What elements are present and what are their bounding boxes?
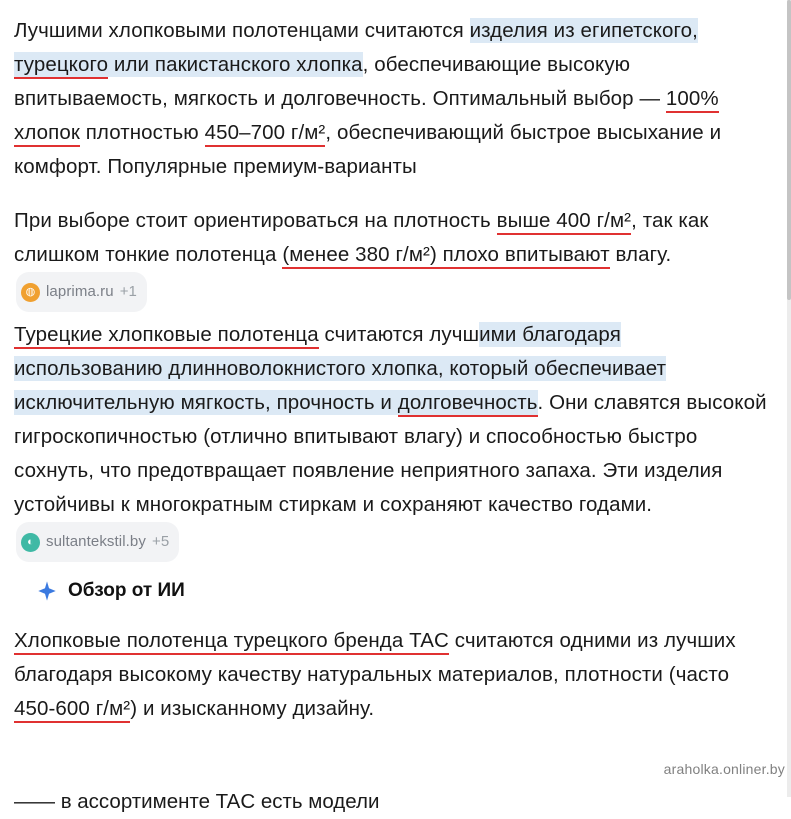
paragraph-4 [14, 624, 775, 726]
p2-underline-2: (менее 380 г/м²) плохо впитывают [282, 243, 609, 269]
paragraph-4-cut-line: —— в ассортименте TAC есть модели [14, 790, 380, 813]
paragraph-3 [14, 318, 775, 562]
source-chip-laprima[interactable] [16, 272, 147, 312]
p1-underline-1: 100% хлопок [14, 87, 719, 147]
scrollbar-thumb[interactable] [787, 0, 791, 300]
p4-underline-1: Хлопковые полотенца турецкого бренда TAC [14, 629, 449, 655]
p1-underline-2: 450–700 г/м² [205, 121, 326, 147]
laprima-favicon-icon: ◍ [21, 283, 40, 302]
p1-text-3: плотностью [79, 121, 205, 144]
p2-text-1: При выборе стоит ориентироваться на плотность [14, 209, 497, 232]
paragraph-1 [14, 14, 775, 184]
sparkle-icon [36, 580, 58, 602]
p3-text-1: считаются лучш [318, 323, 480, 346]
p4-text-1: считаются одними из лучших благодаря высокому качеству натуральных материалов, плотности (часто [14, 629, 736, 686]
ai-overview-label: Обзор от ИИ [68, 580, 185, 601]
p3-underline-1: Турецкие хлопковые полотенца [14, 323, 319, 349]
p2-text-2: , так как слишком тонкие полотенца [14, 209, 709, 266]
source-chip-label: sultantekstil.by [46, 533, 146, 550]
paragraph-2 [14, 204, 775, 312]
p1-highlight-2: или пакистанского хлопка [108, 53, 363, 76]
p3-highlight-underline-1: долговечность [398, 390, 538, 417]
p1-text-4: , обеспечивающий быстрое высыхание и комфорт. Популярные премиум-варианты [14, 121, 722, 178]
p1-text-2: , обеспечивающие высокую впитываемость, мягкость и долговечность. Оптимальный выбор — [14, 53, 666, 110]
source-chip-label: laprima.ru [46, 283, 114, 300]
p2-text-3: влагу. [609, 243, 672, 266]
watermark: araholka.onliner.by [663, 761, 785, 777]
p1-text-1: Лучшими хлопковыми полотенцами считаются [14, 19, 470, 42]
source-chip-count: +1 [119, 283, 137, 300]
source-chip-count: +5 [151, 533, 170, 550]
p4-underline-2: 450-600 г/м² [14, 697, 130, 723]
p2-underline-1: выше 400 г/м² [497, 209, 631, 235]
p1-highlight-1: изделия из египетского, [469, 19, 698, 42]
p4-text-2: ) и изысканному дизайну. [130, 697, 375, 720]
scrollbar[interactable] [787, 0, 791, 797]
p3-highlight-1: ими благодаря использованию длинноволокнистого хлопка, который обеспечивает исключительную мягкость, прочность и [14, 323, 667, 414]
sultantekstil-favicon-icon: ◐ [21, 533, 40, 552]
p1-highlight-underline-1: турецкого [14, 52, 108, 79]
source-chip-sultantekstil[interactable] [16, 522, 179, 562]
ai-overview-header [36, 580, 775, 602]
p3-text-2: . Они славятся высокой гигроскопичностью (отлично впитывают влагу) и способностью быстро сохнуть, что предотвращает появление неприятного запаха. Эти изделия устойчивы к многократным стиркам и сохраняют качество годами. [14, 391, 767, 516]
